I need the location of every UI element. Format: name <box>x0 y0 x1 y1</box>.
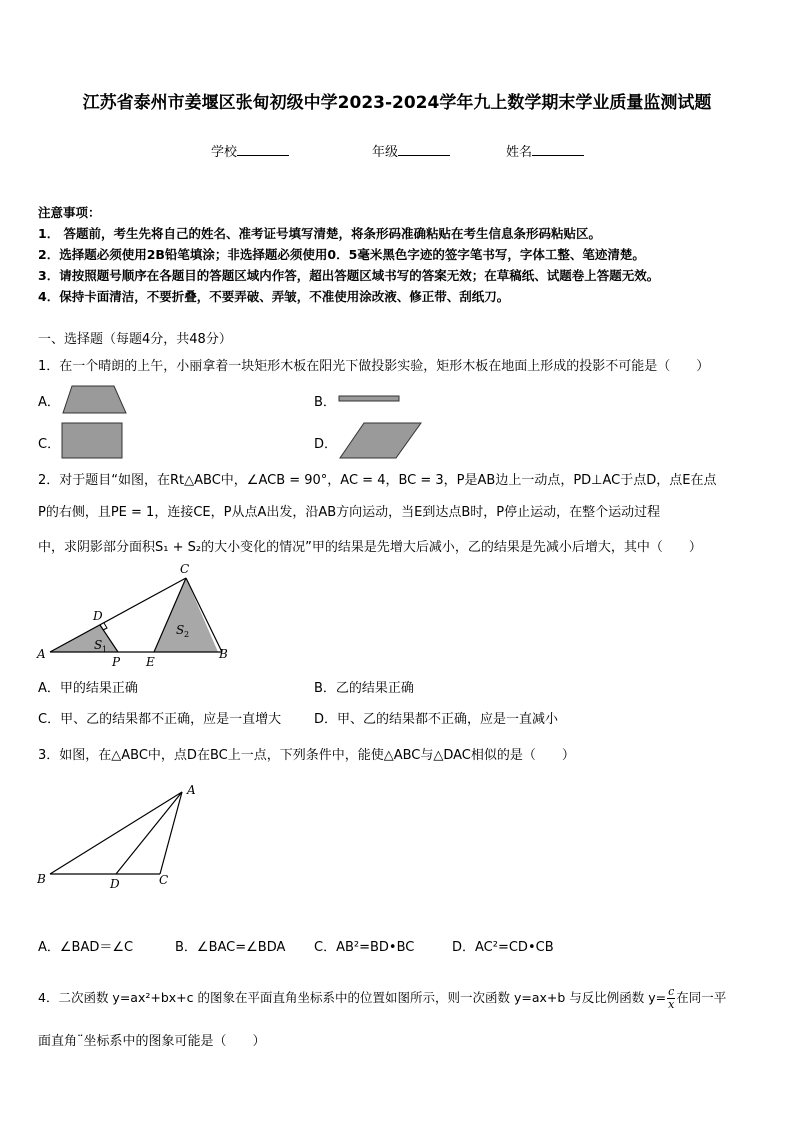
q1-text: 1．在一个晴朗的上午，小丽拿着一块矩形木板在阳光下做投影实验，矩形木板在地面上形成的投影不可能是（ ） <box>38 359 710 374</box>
label-a: A <box>37 647 46 661</box>
name-label: 姓名 <box>506 145 533 160</box>
label-s1-subscript: 1 <box>102 645 108 654</box>
q4-text-line1 <box>38 986 726 1011</box>
q1-option-d-parallelogram <box>338 420 424 462</box>
q2-text-line1: 2．对于题目“如图，在Rt△ABC中，∠ACB = 90°，AC = 4，BC = 3，P是AB边上一动点，PD⊥AC于点D，点E在点 <box>38 473 717 488</box>
q3-text: 3．如图，在△ABC中，点D在BC上一点，下列条件中，能使△ABC与△DAC相似的是（ ） <box>38 748 575 763</box>
notes-heading: 注意事项： <box>38 205 101 220</box>
q3-option-b[interactable]: B．∠BAC=∠BDA <box>175 940 286 955</box>
q1-option-a-label[interactable]: A． <box>38 395 60 410</box>
label-s2-subscript: 2 <box>184 630 190 639</box>
label-b: B <box>37 872 46 886</box>
name-blank[interactable] <box>532 143 584 156</box>
name-field[interactable] <box>506 141 584 160</box>
q4-fraction <box>667 986 675 1011</box>
q3-option-a[interactable]: A．∠BAD＝∠C <box>38 940 134 955</box>
q4-fraction-denominator: x <box>668 998 675 1011</box>
q4-fraction-numerator: c <box>668 985 675 998</box>
q4-text-line2: 面直角¨坐标系中的图象可能是（ ） <box>38 1034 266 1049</box>
grade-blank[interactable] <box>398 143 450 156</box>
q1-option-d-label[interactable]: D． <box>314 437 338 452</box>
label-s2: S <box>176 623 185 637</box>
q1-option-a-trapezoid <box>60 384 130 416</box>
label-c: C <box>180 562 190 576</box>
q2-option-a[interactable]: A．甲的结果正确 <box>38 681 138 696</box>
label-a: A <box>187 783 196 797</box>
label-p: P <box>112 655 121 669</box>
label-e: E <box>146 655 155 669</box>
label-s1: S <box>94 638 103 652</box>
label-d: D <box>93 609 103 623</box>
q2-option-c[interactable]: C．甲、乙的结果都不正确，应是一直增大 <box>38 712 282 727</box>
label-d: D <box>110 877 120 891</box>
q4-text-part2: 在同一平 <box>676 990 727 1005</box>
q3-triangle-figure <box>30 778 210 893</box>
q2-option-d[interactable]: D．甲、乙的结果都不正确，应是一直减小 <box>314 712 559 727</box>
school-label: 学校 <box>211 145 238 160</box>
q2-option-b[interactable]: B．乙的结果正确 <box>314 681 414 696</box>
note-item: 2．选择题必须使用2B铅笔填涂；非选择题必须使用0．5毫米黑色字迹的签字笔书写，字体工整、笔迹清楚。 <box>38 247 645 262</box>
school-field[interactable] <box>211 141 289 160</box>
q2-text-line3: 中，求阴影部分面积S₁ + S₂的大小变化的情况”甲的结果是先增大后减小，乙的结果是先减小后增大，其中（ ） <box>38 540 702 555</box>
q4-text-part1: 4．二次函数 y=ax²+bx+c 的图象在平面直角坐标系中的位置如图所示，则一次函数 y=ax+b 与反比例函数 y= <box>38 990 667 1005</box>
grade-field[interactable] <box>372 141 450 160</box>
q1-option-c-rectangle <box>60 421 126 461</box>
q1-option-c-label[interactable]: C． <box>38 437 61 452</box>
q2-text-line2: P的右侧，且PE = 1，连接CE，P从点A出发，沿AB方向运动，当E到达点B时，P停止运动，在整个运动过程 <box>38 505 661 520</box>
section-heading: 一、选择题（每题4分，共48分） <box>38 332 232 347</box>
shaded-region-s1 <box>50 625 118 652</box>
q3-option-c[interactable]: C．AB²=BD•BC <box>314 940 415 955</box>
grade-label: 年级 <box>372 145 399 160</box>
note-item: 4．保持卡面清洁，不要折叠，不要弄破、弄皱，不准使用涂改液、修正带、刮纸刀。 <box>38 289 510 304</box>
label-b: B <box>219 647 228 661</box>
q1-option-b-segment <box>336 394 402 403</box>
page-title: 江苏省泰州市姜堰区张甸初级中学2023-2024学年九上数学期末学业质量监测试题 <box>82 93 712 113</box>
q2-triangle-figure <box>30 560 240 670</box>
shaded-region-s2 <box>154 578 218 652</box>
note-item: 3．请按照题号顺序在各题目的答题区域内作答，超出答题区域书写的答案无效；在草稿纸、试题卷上答题无效。 <box>38 268 660 283</box>
school-blank[interactable] <box>237 143 289 156</box>
label-c: C <box>159 873 169 887</box>
q3-option-d[interactable]: D．AC²=CD•CB <box>452 940 554 955</box>
q1-option-b-label[interactable]: B． <box>314 395 336 410</box>
note-item: 1． 答题前，考生先将自己的姓名、准考证号填写清楚，将条形码准确粘贴在考生信息条形码粘贴区。 <box>38 226 602 241</box>
